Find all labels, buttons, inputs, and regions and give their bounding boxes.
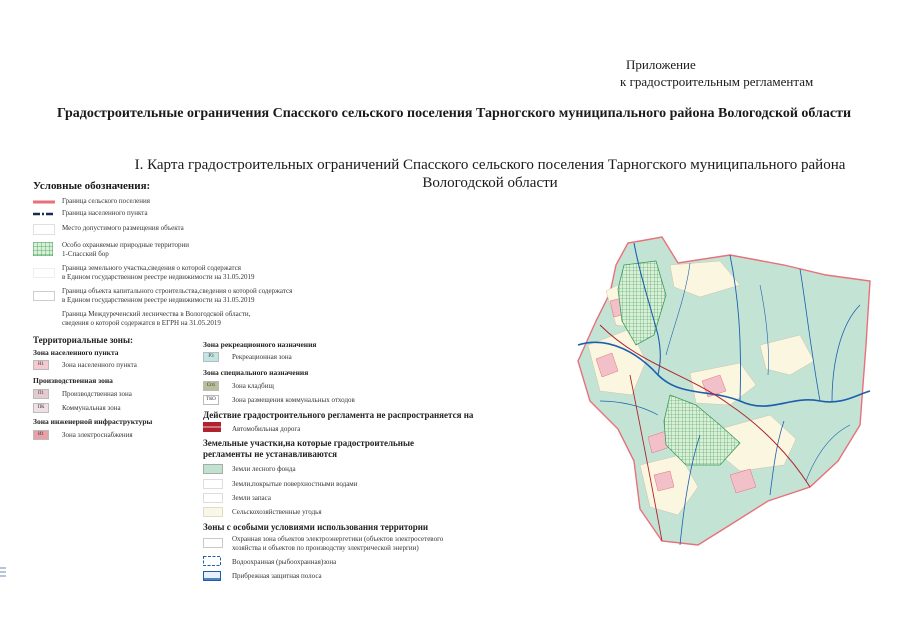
appendix-line-2: к градостроительным регламентам	[620, 74, 814, 89]
forest-swatch	[203, 464, 223, 474]
legend-item-1: Граница сельского поселения	[62, 197, 150, 205]
building-boundary-symbol	[33, 291, 55, 301]
locality-boundary-symbol	[33, 210, 55, 218]
zone-badge-tko: ТКО	[203, 395, 219, 405]
water-protection-symbol	[203, 556, 221, 566]
zone-group-settlement: Зона населенного пункта	[33, 348, 119, 357]
reserve-label: Земли запаса	[232, 494, 271, 502]
zone-label-r3: Рекреационная зона	[232, 353, 292, 361]
reserve-swatch	[203, 493, 223, 503]
zone-label-n1: Зона населенного пункта	[62, 361, 137, 369]
settlement-patch	[654, 471, 674, 491]
legend-item-2: Граница населенного пункта	[62, 209, 148, 217]
water-protection-label: Водоохранная (рыбоохранная)зона	[232, 558, 337, 566]
zone-group-special: Зона специального назначения	[203, 368, 309, 377]
legend-item-6: Граница объекта капитального строительства,сведения о которой содержатся в Едином государственном реестре недвижимости на 31.05.2019	[62, 287, 293, 304]
scan-edge-marks	[0, 566, 6, 580]
zone-badge-pk: ПК	[33, 403, 49, 413]
map-title: I. Карта градостроительных ограничений Спасского сельского поселения Тарногского муниципального района Вологодской области	[134, 157, 846, 191]
agri-label: Сельскохозяйственные угодья	[232, 508, 322, 516]
zone-badge-p1: П1	[33, 389, 49, 399]
zone-group-infrastructure: Зона инженерной инфраструктуры	[33, 417, 153, 426]
land-plot-symbol	[33, 268, 55, 278]
appendix-note	[600, 56, 890, 90]
legend-item-5: Граница земельного участка,сведения о которой содержатся в Едином государственном реестре недвижимости на 31.05.2019	[62, 264, 255, 281]
zone-badge-n1: Н1	[33, 360, 49, 370]
zone-group-industrial: Производственная зона	[33, 376, 113, 385]
zone-group-recreation: Зона рекреационного назначения	[203, 340, 317, 349]
not-applicable-heading: Действие градостроительного регламента не распространяется на	[203, 410, 474, 420]
forest-label: Земли лесного фонда	[232, 465, 296, 473]
zone-label-sp1: Зона кладбищ	[232, 382, 274, 390]
settlement-boundary-symbol	[33, 198, 55, 206]
appendix-line-1: Приложение	[626, 57, 696, 72]
zone-label-p1: Производственная зона	[62, 390, 132, 398]
legend-heading: Условные обозначения:	[33, 180, 151, 192]
allowed-placement-symbol	[33, 224, 55, 235]
water-swatch	[203, 479, 223, 489]
special-conditions-heading: Зоны с особыми условиями использования территории	[203, 522, 429, 532]
protected-area-symbol	[33, 242, 53, 256]
not-established-heading: Земельные участки,на которые градостроительные регламенты не устанавливаются	[203, 438, 415, 459]
zone-badge-i1: И1	[33, 430, 49, 440]
zone-label-i1: Зона электроснабжения	[62, 431, 133, 439]
coastal-strip-label: Прибрежная защитная полоса	[232, 572, 322, 580]
power-zone-label: Охранная зона объектов электроэнергетики (объектов электросетевого хозяйства и объектов по производству электрической энергии)	[232, 535, 444, 552]
zone-badge-sp1: Сп1	[203, 381, 219, 391]
coastal-strip-symbol	[203, 571, 221, 581]
legend-item-3: Место допустимого размещения объекта	[62, 224, 184, 232]
power-zone-swatch	[203, 538, 223, 548]
territorial-zones-heading: Территориальные зоны:	[33, 335, 133, 345]
agri-swatch	[203, 507, 223, 517]
road-label: Автомобильная дорога	[232, 425, 301, 433]
zone-label-tko: Зона размещения коммунальных отходов	[232, 396, 355, 404]
settlement-map[interactable]	[570, 225, 885, 565]
document-title: Градостроительные ограничения Спасского сельского поселения Тарногского муниципального района Вологодской области	[56, 106, 852, 121]
legend-item-7: Граница Междуреченский лесничества в Вологодской области, сведения о которой содержатся в ЕГРН на 31.05.2019	[62, 310, 251, 327]
road-symbol	[203, 422, 221, 432]
water-label: Земли,покрытые поверхностными водами	[232, 480, 358, 488]
zone-badge-r3: Р3	[203, 352, 219, 362]
legend-item-4: Особо охраняемые природные территории 1-Спасский бор	[62, 241, 189, 258]
zone-label-pk: Коммунальная зона	[62, 404, 121, 412]
